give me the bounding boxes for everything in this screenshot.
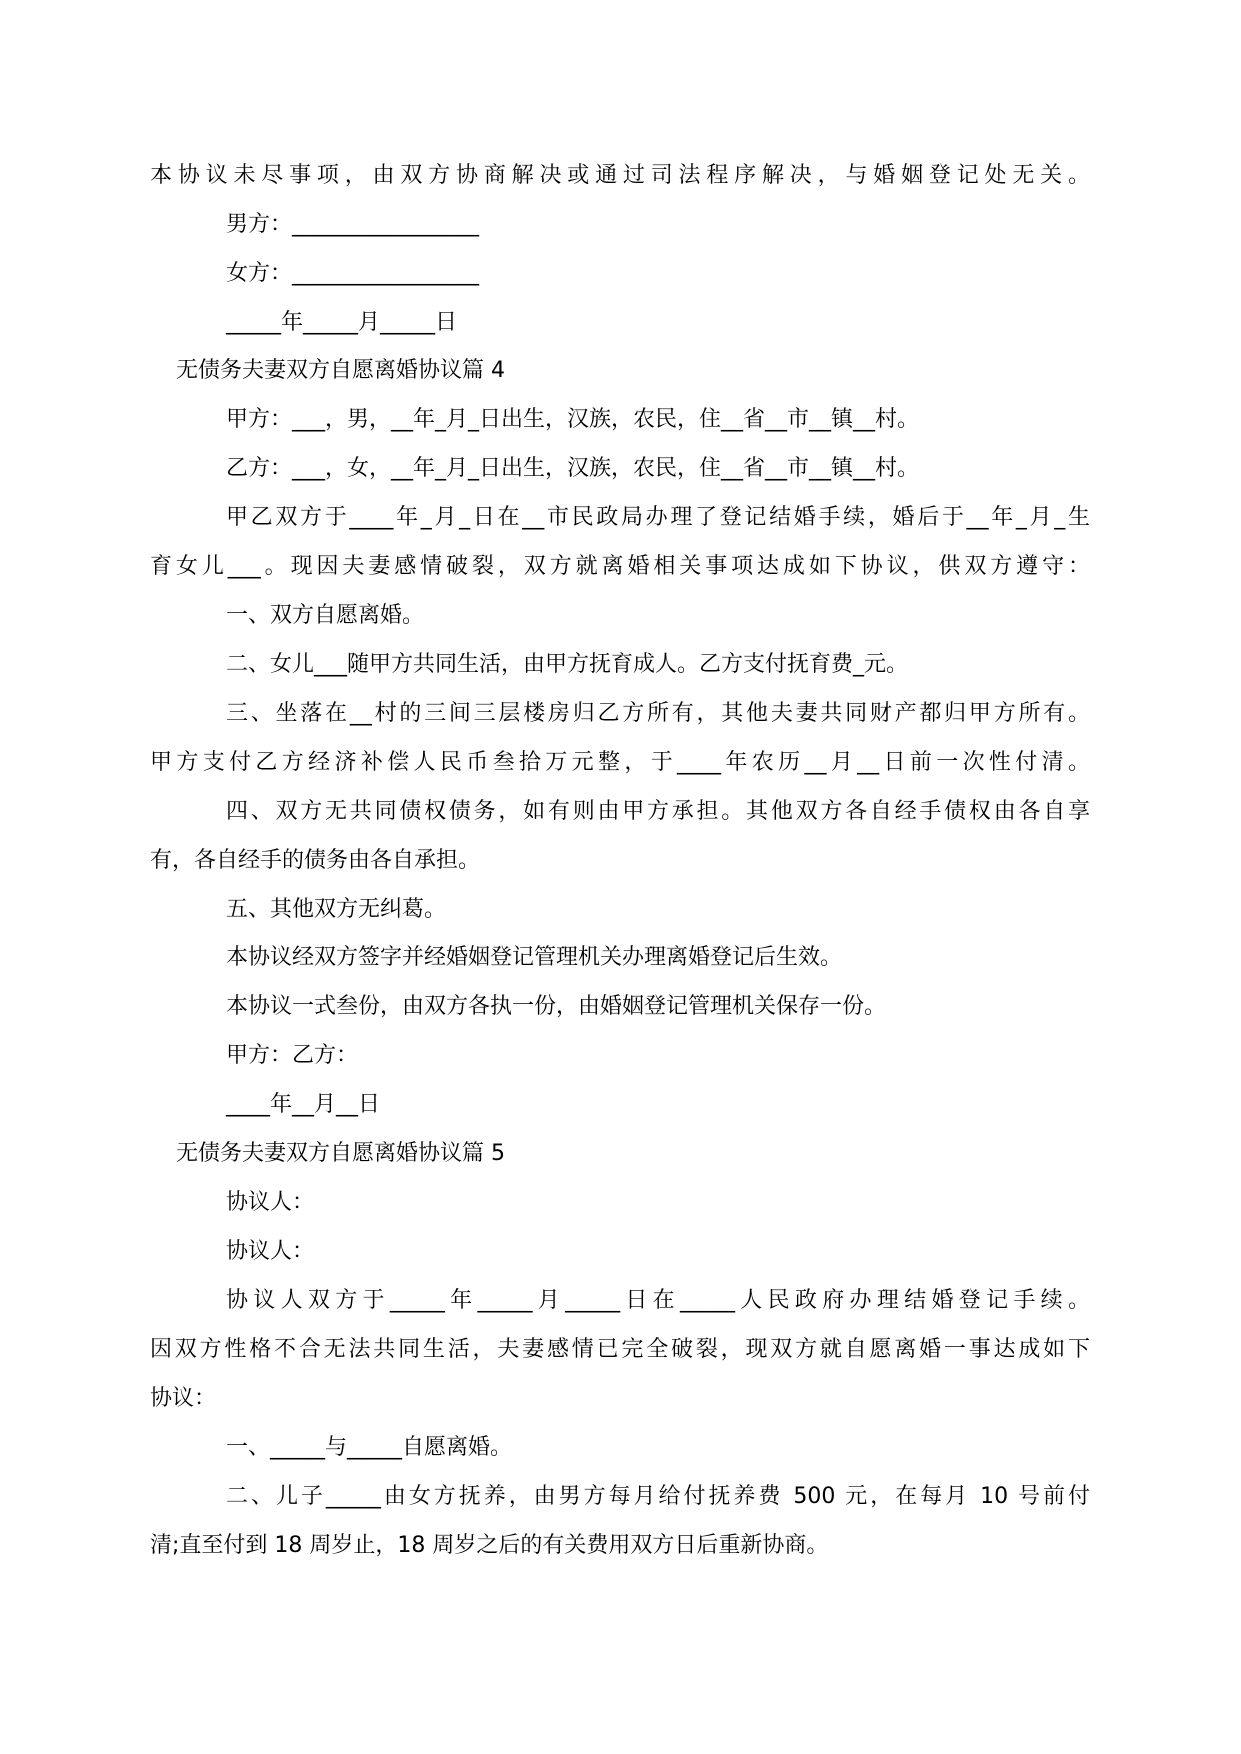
party-b-line: 乙方：___，女，__年_月_日出生，汉族，农民，住__省__市__镇__村。 xyxy=(226,456,920,481)
female-signature-line: 女方：_________________ xyxy=(226,261,480,286)
paragraph-line: 育女儿___。现因夫妻感情破裂，双方就离婚相关事项达成如下协议，供双方遵守： xyxy=(150,554,1090,579)
clause-line: 五、其他双方无纠葛。 xyxy=(226,897,447,922)
paragraph-line: 有，各自经手的债务由各自承担。 xyxy=(150,848,481,873)
paragraph-line: 甲方支付乙方经济补偿人民币叁拾万元整，于____年农历__月__日前一次性付清。 xyxy=(150,750,1090,775)
paragraph-line: 协议人双方于_____年_____月_____日在_____人民政府办理结婚登记手续。 xyxy=(226,1288,1090,1313)
clause-line: 四、双方无共同债权债务，如有则由甲方承担。其他双方各自经手债权由各自享 xyxy=(226,799,1090,824)
section-heading: 无债务夫妻双方自愿离婚协议篇 5 xyxy=(176,1141,505,1166)
paragraph-line: 本协议未尽事项，由双方协商解决或通过司法程序解决，与婚姻登记处无关。 xyxy=(150,163,1090,188)
paragraph-line: 清;直至付到 18 周岁止，18 周岁之后的有关费用双方日后重新协商。 xyxy=(150,1533,829,1558)
paragraph-line: 本协议经双方签字并经婚姻登记管理机关办理离婚登记后生效。 xyxy=(226,945,843,970)
clause-line: 二、儿子_____由女方抚养，由男方每月给付抚养费 500 元，在每月 10 号前付 xyxy=(226,1484,1090,1509)
date-line: ____年__月__日 xyxy=(226,1092,381,1117)
party-line: 协议人： xyxy=(226,1190,315,1215)
clause-line: 一、双方自愿离婚。 xyxy=(226,603,425,628)
section-heading: 无债务夫妻双方自愿离婚协议篇 4 xyxy=(176,358,505,383)
paragraph-line: 因双方性格不合无法共同生活，夫妻感情已完全破裂，现双方就自愿离婚一事达成如下 xyxy=(150,1337,1090,1362)
clause-line: 三、坐落在__村的三间三层楼房归乙方所有，其他夫妻共同财产都归甲方所有。 xyxy=(226,701,1090,726)
clause-line: 一、_____与_____自愿离婚。 xyxy=(226,1435,513,1460)
male-signature-line: 男方：_________________ xyxy=(226,212,480,237)
party-line: 协议人： xyxy=(226,1239,315,1264)
paragraph-line: 本协议一式叁份，由双方各执一份，由婚姻登记管理机关保存一份。 xyxy=(226,994,887,1019)
signature-line: 甲方：乙方： xyxy=(226,1043,359,1068)
party-a-line: 甲方：___，男，__年_月_日出生，汉族，农民，住__省__市__镇__村。 xyxy=(226,407,920,432)
clause-line: 二、女儿___随甲方共同生活，由甲方抚育成人。乙方支付抚育费_元。 xyxy=(226,652,909,677)
paragraph-line: 协议： xyxy=(150,1386,217,1411)
paragraph-line: 甲乙双方于____年_月_日在__市民政局办理了登记结婚手续，婚后于__年_月_生 xyxy=(226,505,1090,530)
date-line: _____年_____月_____日 xyxy=(226,310,458,335)
